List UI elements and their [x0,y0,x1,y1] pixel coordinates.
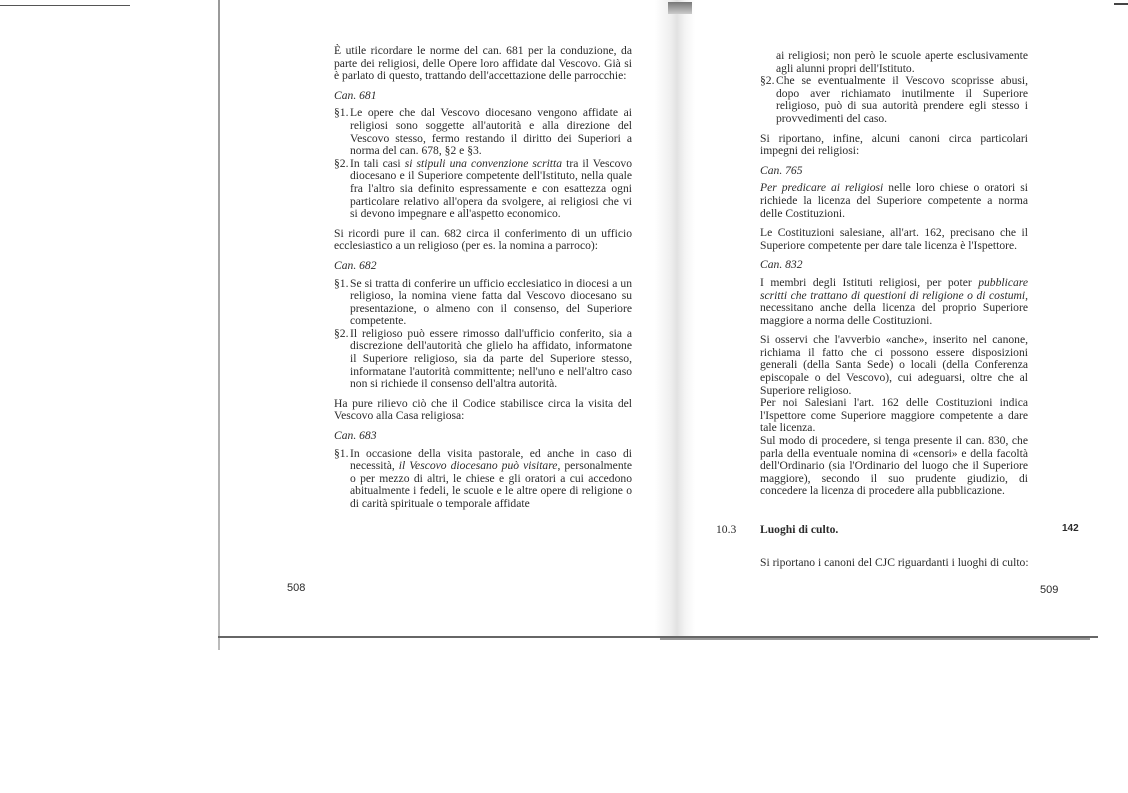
page-number-right: 509 [1040,584,1059,596]
section-title: Luoghi di culto. [760,523,839,536]
paragraph-mark: §2. [334,326,349,340]
paragraph-text: Che se eventualmente il Vescovo scoprisse abusi, dopo aver richiamato inutilmente il Superiore religioso, può di sua autorità prendere egli stesso i provvedimenti del caso. [776,74,1028,125]
book-gutter [655,0,695,640]
paragraph-text: ai religiosi; non però le scuole aperte esclusivamente agli alunni propri dell'Istituto. [776,49,1028,75]
paragraph-mark: §1. [334,446,349,460]
paragraph-text: In tali casi si stipuli una convenzione scritta tra il Vescovo diocesano e il Superiore competente dell'Istituto, nella quale fra l'altro sia definito espressamente e con esattezza ogni particolare relativo all'opera da svolgere, ai religiosi che vi si devono impegnare e all'aspetto economico. [350,156,633,221]
canon-681-par-2 [334,158,632,221]
canon-683-par-2 [760,75,1028,125]
paragraph-text: Le opere che dal Vescovo diocesano vengono affidate ai religiosi sono soggette all'autorità e alla direzione del Vescovo stesso, fermo restando il diritto dei Superiori a norma del can. 678, §2 e §3. [350,106,632,158]
intro-paragraph: È utile ricordare le norme del can. 681 per la conduzione, da parte dei religiosi, delle Opere loro affidate dal Vescovo. Già si è parlato di questo, trattando dell'accettazione delle parrocchie: [334,44,632,83]
emphasis: il Vescovo diocesano può visitare [398,459,558,473]
section-marker: 142 [1062,523,1079,534]
canon-765-title: Can. 765 [760,163,803,177]
scan-edge-top-right [1114,3,1128,5]
osservi-paragraph: Si osservi che l'avverbio «anche», inserito nel canone, richiama il fatto che ci possono essere disposizioni generali (della Santa Sede) o locali (della Conferenza episcopale o del Vescovo), cui adeguarsi, oltre che al Superiore religioso. [760,333,1028,397]
canon-682-par-2 [334,328,632,391]
visit-paragraph: Ha pure rilievo ciò che il Codice stabilisce circa la visita del Vescovo alla Casa religiosa: [334,396,632,423]
impegni-paragraph: Si riportano, infine, alcuni canoni circa particolari impegni dei religiosi: [760,131,1028,158]
emphasis: Per predicare ai religiosi [760,181,884,195]
section-intro: Si riportano i canoni del CJC riguardanti i luoghi di culto: [760,556,1029,569]
paragraph-mark: §1. [334,106,349,120]
emphasis: pubblicare scritti che trattano di questioni di religione o di costumi [760,275,1028,302]
canon-832-text: I membri degli Istituti religiosi, per poter pubblicare scritti che trattano di questioni di religione o di costumi, necessitano anche della licenza del proprio Superiore maggiore a norma delle Costituzioni. [760,275,1028,327]
canon-682-title: Can. 682 [334,258,377,272]
paragraph-mark: §1. [334,276,349,290]
mid-paragraph: Si ricordi pure il can. 682 circa il conferimento di un ufficio ecclesiastico a un religioso (per es. la nomina a parroco): [334,226,632,253]
right-page-column [760,50,1028,505]
modo-paragraph: Sul modo di procedere, si tenga presente il can. 830, che parla della eventuale nomina di «censori» e della facoltà dell'Ordinario (sia l'Ordinario del luogo che il Superiore maggiore), secondo il suo prudente giudizio, di concedere la licenza di procedere alla pubblicazione. [760,434,1028,498]
canon-681-title: Can. 681 [334,88,377,102]
canon-683-continuation [760,50,1028,75]
scan-edge-top-left [0,5,130,6]
paragraph-text: In occasione della visita pastorale, ed anche in caso di necessità, il Vescovo diocesano può visitare, personalmente o per mezzo di altri, le chiese e gli oratori a cui accedono abitualmente i fedeli, le scuole e le altre opere di religione o di carità spirituale o temporale affidate [350,446,632,510]
canon-683-title: Can. 683 [334,429,377,443]
paragraph-text: Il religioso può essere rimosso dall'ufficio conferito, sia a discrezione dell'autorità che glielo ha affidato, informatone il Superiore religioso, sia da parte del Superiore stesso, informatane l'autorità committente; nell'uno e nell'altro caso non si richiede il consenso dell'altra autorità. [350,326,632,391]
page-edge-left [218,0,220,650]
left-page-column [334,45,632,511]
costituzioni-paragraph: Le Costituzioni salesiane, all'art. 162, precisano che il Superiore competente per dare tale licenza è l'Ispettore. [760,226,1028,252]
canon-683-par-1 [334,448,632,511]
canon-681-par-1 [334,107,632,157]
emphasis: si stipuli una convenzione scritta [404,156,563,170]
section-number: 10.3 [716,523,737,536]
canon-832-title: Can. 832 [760,258,803,272]
paragraph-mark: §2. [334,156,349,170]
page-edge-bottom-right [660,638,1090,640]
paragraph-text: Se si tratta di conferire un ufficio ecclesiatico in diocesi a un religioso, la nomina viene fatta dal Vescovo diocesano su presentazione, o almeno con il consenso, del Superiore competente. [350,276,632,328]
gutter-top-shadow [668,2,692,14]
canon-682-par-1 [334,278,632,328]
paragraph-mark: §2. [760,74,775,88]
canon-765-text: Per predicare ai religiosi nelle loro chiese o oratori si richiede la licenza del Superiore competente a norma delle Costituzioni. [760,181,1029,220]
salesiani-paragraph: Per noi Salesiani l'art. 162 delle Costituzioni indica l'Ispettore come Superiore maggiore competente a dare tale licenza. [760,396,1028,435]
page-number-left: 508 [287,582,306,594]
